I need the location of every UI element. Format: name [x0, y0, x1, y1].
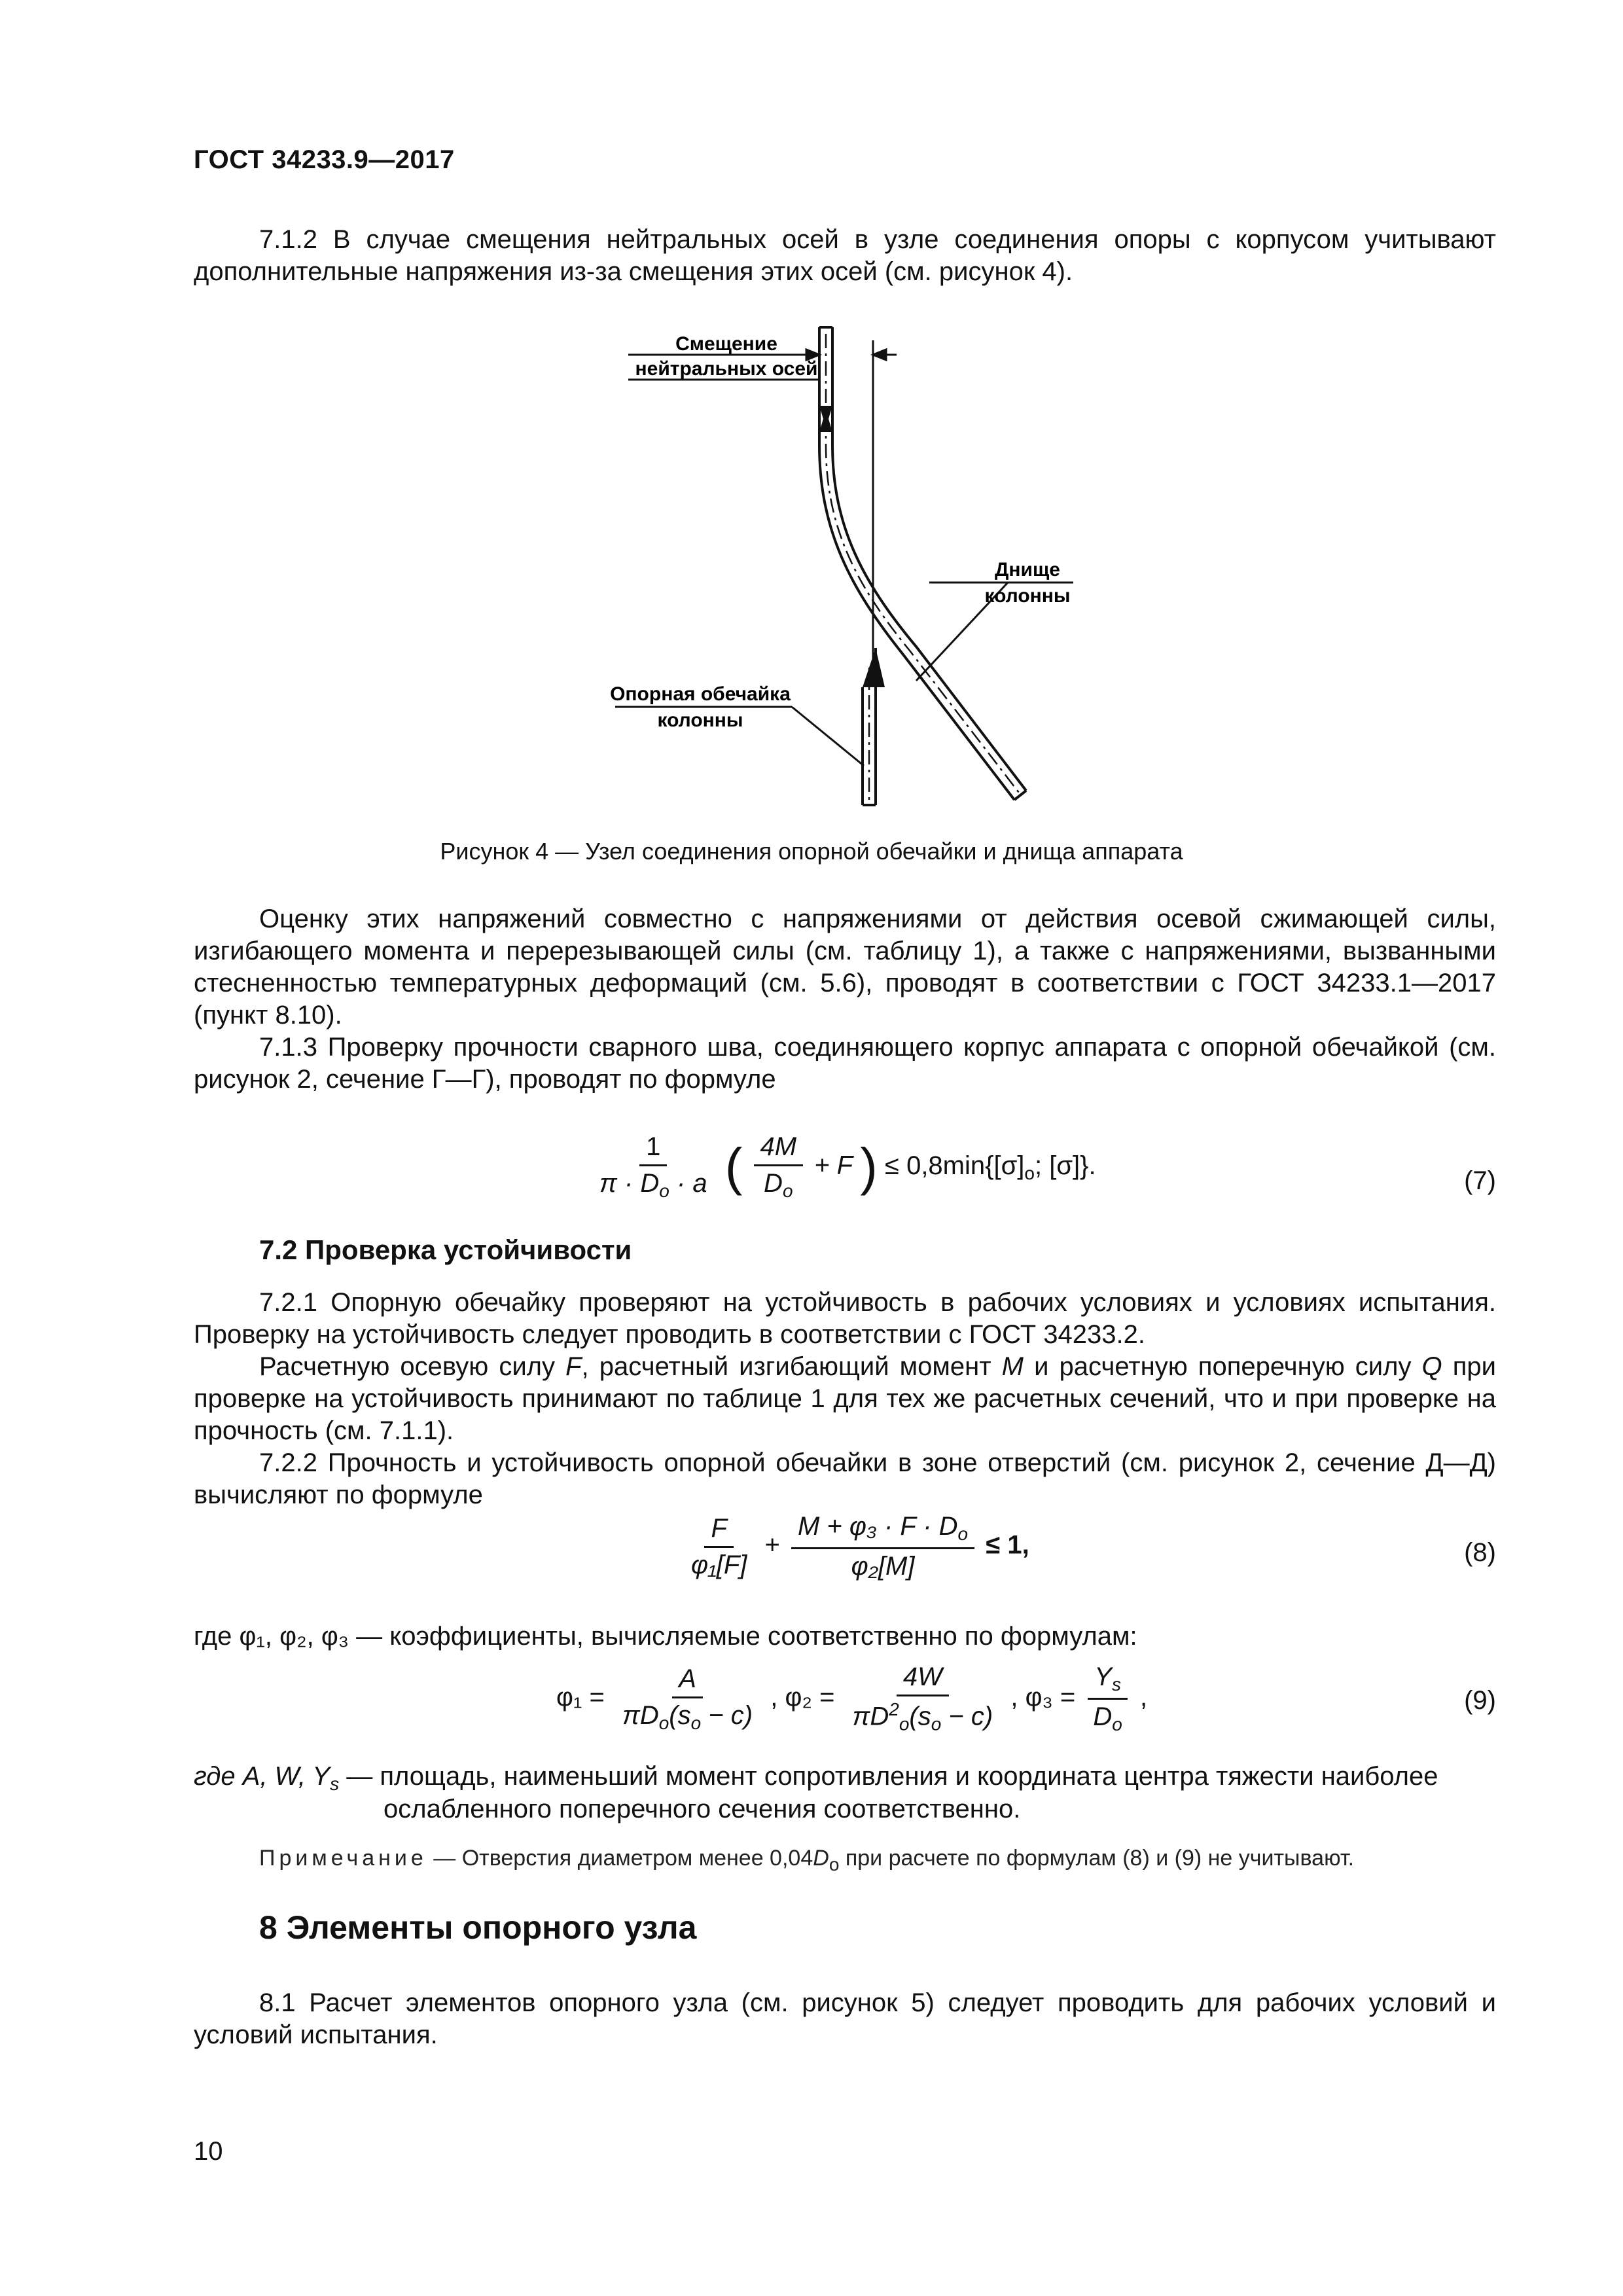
label-bottom-line2: колонны [984, 585, 1071, 607]
eq8-f2-num [791, 1512, 974, 1549]
equation-7 [589, 1132, 1096, 1202]
eq8-rhs: ≤ 1, [986, 1530, 1029, 1560]
paragraph-forces-d: при проверке на устойчивость принимают по таблице 1 для тех же расчетных сечений, что и при проверке на прочность (см. 7.1.1). [194, 1352, 1497, 1445]
equation-8-number: (8) [1464, 1538, 1496, 1567]
document-header: ГОСТ 34233.9—2017 [194, 145, 455, 174]
eq9-phi1-num: A [672, 1664, 703, 1698]
note-text2: при расчете по формулам (8) и (9) не учитывают. [839, 1846, 1355, 1871]
equation-8 [681, 1512, 1029, 1581]
eq9-phi2-den-end: − c) [941, 1702, 993, 1731]
heading-8: 8 Элементы опорного узла [259, 1909, 697, 1946]
eq8-plus: + [764, 1530, 780, 1560]
paragraph-7-2-2 [194, 1447, 1496, 1511]
label-shell-line2: колонны [657, 709, 743, 731]
note-text1: — Отверстия диаметром менее 0,04 [427, 1846, 813, 1871]
paragraph-forces-M: M [1001, 1352, 1024, 1381]
eq7-rhs [885, 1151, 1096, 1183]
label-bottom-line1: Днище [995, 559, 1060, 581]
eq9-phi3: φ₃ = [1025, 1683, 1076, 1712]
where-phi-text: где φ₁, φ₂, φ₃ — коэффициенты, вычисляемые соответственно по формулам: [194, 1622, 1137, 1651]
where-A-lead-sub: s [330, 1774, 340, 1794]
eq7-inner-den-text: D [764, 1169, 783, 1198]
eq9-phi1-den-tail: (s [669, 1700, 691, 1730]
paragraph-7-1-2-text: 7.1.2 В случае смещения нейтральных осей в узле соединения опоры с корпусом учитывают дополнительные напряжения из-за смещения этих осей (см. рисунок 4). [194, 225, 1496, 286]
eq9-phi1-den-tail-sub: о [690, 1712, 702, 1733]
eq7-den-tail: · a [669, 1169, 707, 1198]
eq9-phi3-num-text: Y [1094, 1662, 1112, 1691]
eq7-fraction-outer [593, 1132, 714, 1202]
head-neutral-axis [826, 334, 1021, 795]
eq9-fraction-1 [616, 1664, 759, 1734]
equation-9-number: (9) [1464, 1686, 1496, 1715]
where-A-lead: где A, W, Y [194, 1762, 330, 1791]
label-offset-line2: нейтральных осей [635, 358, 818, 380]
eq7-rhs-text: ≤ 0,8min{[σ] [885, 1151, 1025, 1180]
eq8-f2-den: φ₂[M] [851, 1552, 915, 1581]
eq8-f1-den: φ₁[F] [691, 1550, 747, 1579]
weld-joint [863, 648, 885, 687]
paragraph-7-2-1 [194, 1287, 1496, 1351]
equation-7-number: (7) [1464, 1166, 1496, 1195]
eq9-sep2: , [1010, 1683, 1018, 1712]
paragraph-7-2-2-text: 7.2.2 Прочность и устойчивость опорной обечайки в зоне отверстий (см. рисунок 2, сечение Д—Д) вычисляют по формуле [194, 1448, 1496, 1509]
figure-4-caption: Рисунок 4 — Узел соединения опорной обечайки и днища аппарата [440, 838, 1183, 865]
eq8-f1-num: F [704, 1514, 733, 1548]
eq7-rparen: ) [860, 1138, 878, 1196]
note-label: Примечание [259, 1846, 427, 1871]
eq7-inner-num: 4M [754, 1132, 804, 1166]
eq7-den-text: π · D [599, 1169, 660, 1198]
eq9-phi3-num-sub: s [1111, 1674, 1121, 1695]
eq7-plus-f: + F [814, 1151, 853, 1180]
note [259, 1846, 1354, 1875]
eq9-phi1-den-end: − c) [701, 1700, 753, 1730]
eq8-fraction-1 [685, 1514, 753, 1580]
equation-9 [556, 1662, 1147, 1735]
eq7-lparen: ( [724, 1138, 743, 1196]
eq9-phi1-den-sub: о [658, 1712, 669, 1733]
paragraph-forces-Q: Q [1421, 1352, 1442, 1381]
label-offset-line1: Смещение [675, 333, 777, 355]
paragraph-forces [194, 1351, 1496, 1447]
where-A-definition-cont: ослабленного поперечного сечения соответственно. [383, 1795, 1021, 1823]
eq9-sep1: , [770, 1683, 778, 1712]
paragraph-8-1-text: 8.1 Расчет элементов опорного узла (см. рисунок 5) следует проводить для рабочих условий и условий испытания. [194, 1988, 1496, 2049]
where-A-text1: площадь, наименьший момент сопротивления и координата центра тяжести наиболее [380, 1762, 1438, 1791]
paragraph-estimate-text: Оценку этих напряжений совместно с напряжениями от действия осевой сжимающей силы, изгибающего момента и перерезывающей силы (см. таблицу 1), а также с напряжениями, вызванными стесненностью температурных деформаций (см. 5.6), проводят в соответствии с ГОСТ 34233.1—2017 (пункт 8.10). [194, 905, 1496, 1030]
head-left-wall [819, 327, 1014, 800]
paragraph-8-1 [194, 1987, 1496, 2051]
eq9-phi2-den-tail-sub: о [931, 1713, 942, 1734]
eq9-phi2-den-sup: 2 [889, 1699, 899, 1720]
paragraph-forces-c: и расчетную поперечную силу [1023, 1352, 1422, 1381]
paragraph-forces-F: F [565, 1352, 582, 1381]
eq9-phi3-den-text: D [1093, 1702, 1113, 1731]
paragraph-7-1-3-text: 7.1.3 Проверку прочности сварного шва, соединяющего корпус аппарата с опорной обечайкой (см. рисунок 2, сечение Г—Г), проводят по формуле [194, 1033, 1496, 1094]
eq9-phi2-den [846, 1696, 1000, 1734]
paragraph-forces-b: , расчетный изгибающий момент [581, 1352, 1002, 1381]
eq9-fraction-2 [846, 1662, 1000, 1734]
eq9-phi2-den-tail: (s [909, 1702, 931, 1731]
eq7-rhs-tail: ; [σ]}. [1034, 1151, 1096, 1180]
eq9-end: , [1140, 1683, 1148, 1712]
eq9-phi1: φ₁ = [556, 1683, 605, 1712]
eq9-phi2-den-sub: о [899, 1713, 910, 1734]
eq8-f2-num-sub: о [957, 1524, 969, 1544]
eq7-den-sub: о [659, 1181, 669, 1201]
eq7-inner-den-sub: о [782, 1181, 793, 1201]
eq7-inner-den [757, 1166, 799, 1202]
paragraph-7-1-2 [194, 224, 1496, 288]
eq7-num: 1 [639, 1132, 667, 1166]
eq9-phi3-num [1088, 1662, 1128, 1700]
note-D-sub: о [829, 1854, 840, 1874]
heading-7-2: 7.2 Проверка устойчивости [259, 1234, 632, 1265]
figure-4-drawing [589, 314, 1086, 818]
eq9-phi3-den-sub: о [1112, 1714, 1122, 1734]
eq9-phi3-den [1086, 1700, 1128, 1735]
paragraph-7-2-1-text: 7.2.1 Опорную обечайку проверяют на устойчивость в рабочих условиях и условиях испытания. Проверку на устойчивость следует проводить в соответствии с ГОСТ 34233.2. [194, 1288, 1496, 1349]
eq9-phi1-den [616, 1698, 759, 1734]
eq7-den [593, 1166, 714, 1202]
eq8-fraction-2 [791, 1512, 974, 1581]
eq7-fraction-inner [754, 1132, 804, 1202]
label-shell-line1: Опорная обечайка [610, 683, 791, 705]
paragraph-forces-a: Расчетную осевую силу [259, 1352, 566, 1381]
eq7-rhs-sub: о [1024, 1162, 1035, 1183]
eq9-phi2-den-text: πD [852, 1702, 889, 1731]
eq9-phi2-num: 4W [897, 1662, 949, 1696]
weld-top [819, 406, 832, 432]
where-A-dash: — [339, 1762, 380, 1791]
page-number: 10 [194, 2137, 223, 2166]
paragraph-estimate [194, 903, 1496, 1031]
eq9-fraction-3 [1086, 1662, 1128, 1735]
paragraph-7-1-3 [194, 1031, 1496, 1096]
eq8-f2-num-text: M + φ₃ · F · D [797, 1512, 958, 1541]
eq9-phi2: φ₂ = [785, 1683, 835, 1712]
eq9-phi1-den-text: πD [622, 1700, 659, 1730]
note-D: D [813, 1846, 829, 1871]
